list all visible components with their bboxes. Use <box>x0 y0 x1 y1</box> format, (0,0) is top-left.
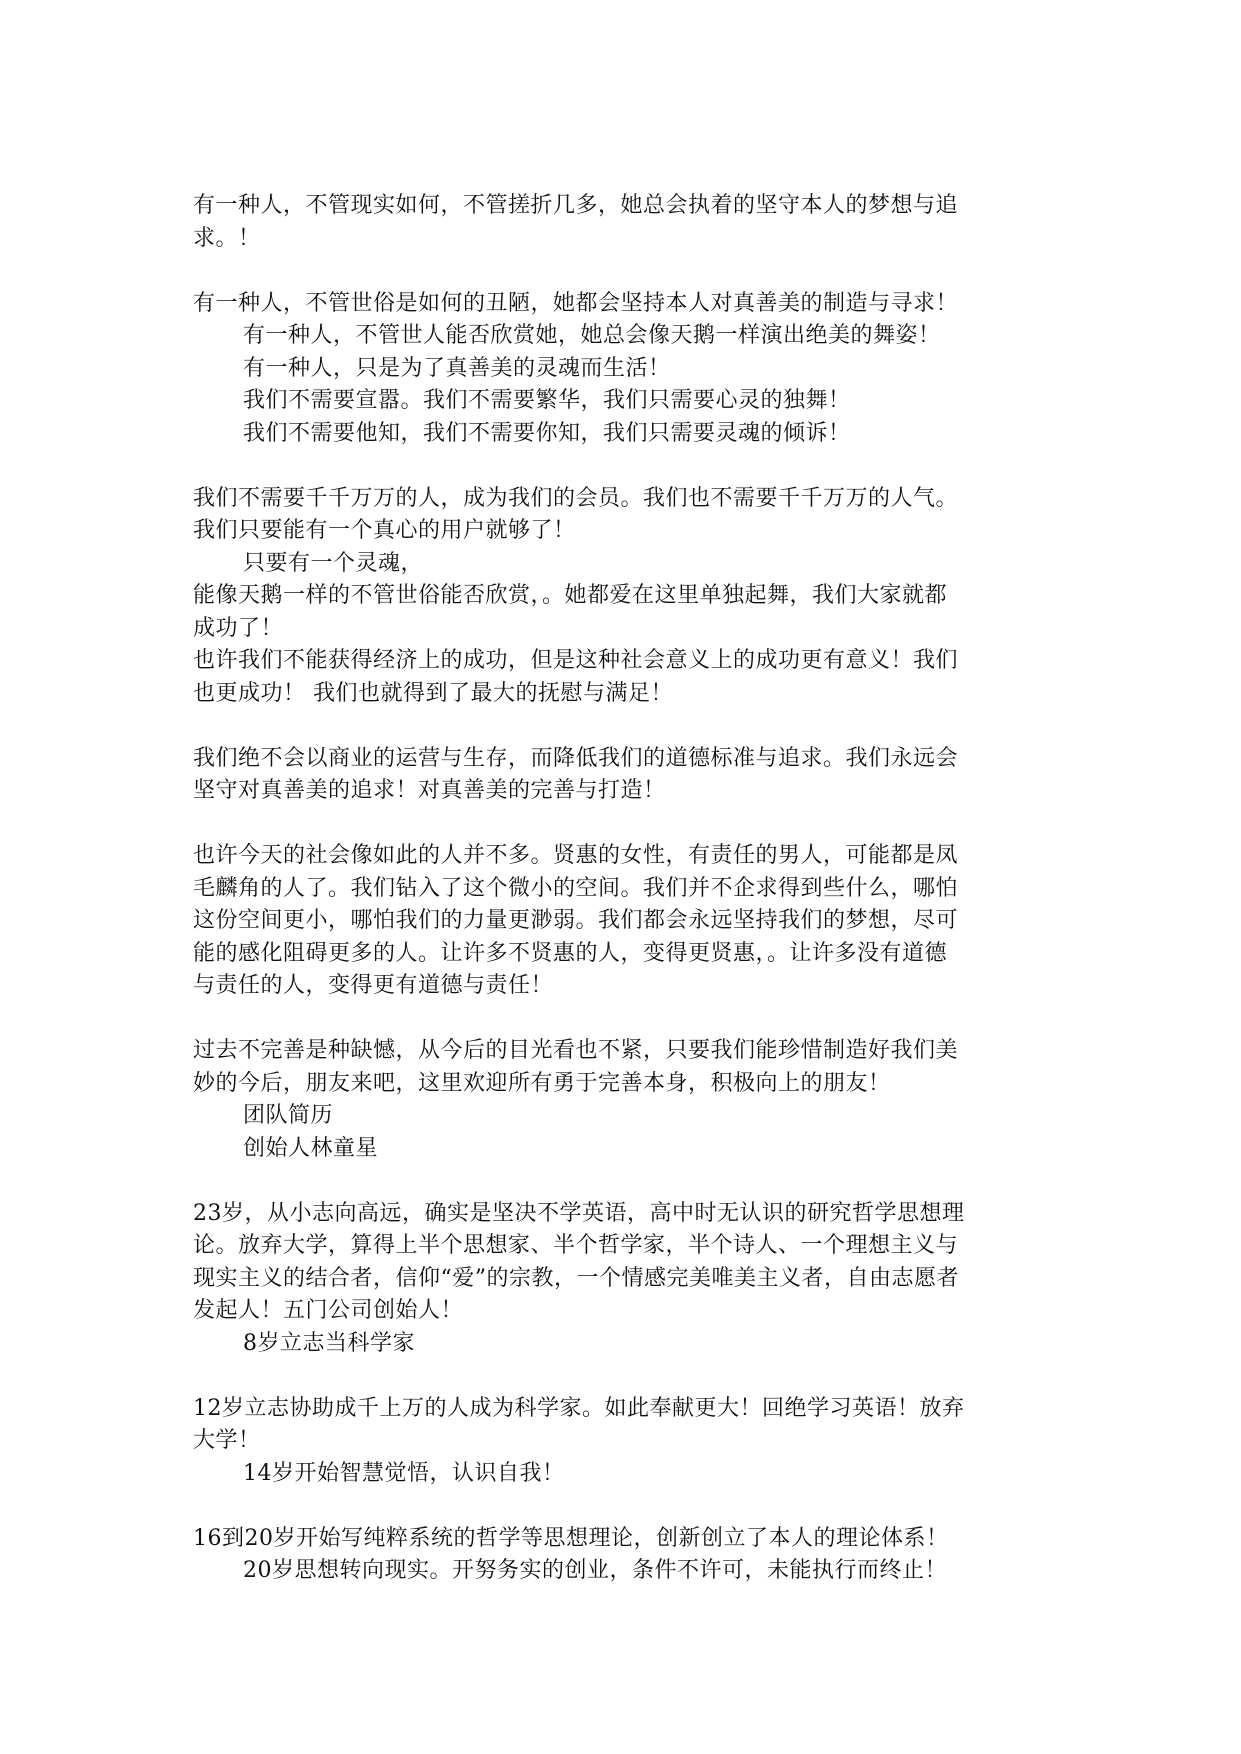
document-body <box>193 190 1048 1588</box>
text-line: 求。！ <box>193 225 261 251</box>
text-line: 我们只要能有一个真心的用户就够了！ <box>193 518 576 543</box>
paragraph <box>193 320 1048 353</box>
text-line: 妙的今后，朋友来吧，这里欢迎所有勇于完善本身，积极向上的朋友！ <box>193 1070 891 1096</box>
text-line: 团队简历 <box>243 1103 334 1128</box>
paragraph-gap <box>193 1360 1048 1393</box>
text-line: 能的感化阻碍更多的人。让许多不贤惠的人，变得更贤惠，。让许多没有道德 <box>193 940 948 966</box>
paragraph-gap <box>193 1165 1048 1198</box>
text-line: 14岁开始智慧觉悟，认识自我！ <box>243 1460 565 1486</box>
text-line: 8岁立志当科学家 <box>243 1330 415 1356</box>
paragraph-gap <box>193 1003 1048 1036</box>
paragraph-gap <box>193 450 1048 483</box>
paragraph <box>193 483 1048 548</box>
text-line: 也许今天的社会像如此的人并不多。贤惠的女性，有责任的男人，可能都是凤 <box>193 843 959 868</box>
paragraph <box>193 1555 1048 1588</box>
text-line: 我们不需要千千万万的人，成为我们的会员。我们也不需要千千万万的人气。 <box>193 485 959 511</box>
text-line: 创始人林童星 <box>243 1135 379 1161</box>
paragraph <box>193 353 1048 386</box>
paragraph-gap <box>193 255 1048 288</box>
text-line: 大学！ <box>193 1428 261 1453</box>
paragraph <box>193 1100 1048 1133</box>
text-line: 12岁立志协助成千上万的人成为科学家。如此奉献更大！回绝学习英语！放弃 <box>193 1395 965 1421</box>
text-line: 这份空间更小，哪怕我们的力量更渺弱。我们都会永远坚持我们的梦想，尽可 <box>193 908 959 933</box>
text-line: 也更成功！ 我们也就得到了最大的抚慰与满足！ <box>193 680 673 706</box>
paragraph-gap <box>193 710 1048 743</box>
paragraph-gap <box>193 808 1048 841</box>
text-line: 我们绝不会以商业的运营与生存，而降低我们的道德标准与追求。我们永远会 <box>193 745 959 771</box>
text-line: 论。放弃大学，算得上半个思想家、半个哲学家，半个诗人、一个理想主义与 <box>193 1233 959 1258</box>
text-line: 也许我们不能获得经济上的成功，但是这种社会意义上的成功更有意义！我们 <box>193 648 959 673</box>
text-line: 16到20岁开始写纯粹系统的哲学等思想理论，创新创立了本人的理论体系！ <box>193 1525 949 1551</box>
paragraph <box>193 1133 1048 1166</box>
paragraph <box>193 1198 1048 1328</box>
text-line: 只要有一个灵魂， <box>243 550 424 576</box>
text-line: 20岁思想转向现实。开努务实的创业，条件不许可，未能执行而终止！ <box>243 1558 947 1583</box>
text-line: 有一种人，不管世人能否欣赏她，她总会像天鹅一样演出绝美的舞姿！ <box>243 323 941 348</box>
text-line: 毛麟角的人了。我们钻入了这个微小的空间。我们并不企求得到些什么，哪怕 <box>193 875 959 901</box>
paragraph <box>193 288 1048 321</box>
paragraph <box>193 1523 1048 1556</box>
paragraph <box>193 548 1048 581</box>
paragraph <box>193 190 1048 255</box>
paragraph <box>193 1035 1048 1100</box>
paragraph <box>193 385 1048 418</box>
text-line: 能像天鹅一样的不管世俗能否欣赏，。她都爱在这里单独起舞，我们大家就都 <box>193 583 948 608</box>
text-line: 过去不完善是种缺憾，从今后的目光看也不紧，只要我们能珍惜制造好我们美 <box>193 1038 959 1063</box>
paragraph <box>193 1328 1048 1361</box>
paragraph-gap <box>193 1490 1048 1523</box>
text-line: 有一种人，不管现实如何，不管搓折几多，她总会执着的坚守本人的梦想与追 <box>193 193 959 218</box>
paragraph <box>193 1458 1048 1491</box>
paragraph <box>193 418 1048 451</box>
paragraph <box>193 743 1048 808</box>
text-line: 发起人！五门公司创始人！ <box>193 1298 464 1323</box>
text-line: 现实主义的结合者，信仰“爱”的宗教，一个情感完美唯美主义者，自由志愿者 <box>193 1265 959 1291</box>
text-line: 我们不需要他知，我们不需要你知，我们只需要灵魂的倾诉！ <box>243 420 851 446</box>
text-line: 成功了！ <box>193 615 284 641</box>
text-line: 与责任的人，变得更有道德与责任！ <box>193 973 554 998</box>
paragraph <box>193 580 1048 710</box>
text-line: 23岁，从小志向高远，确实是坚决不学英语，高中时无认识的研究哲学思想理 <box>193 1200 965 1226</box>
text-line: 我们不需要宣嚣。我们不需要繁华，我们只需要心灵的独舞！ <box>243 388 851 413</box>
paragraph <box>193 840 1048 1003</box>
text-line: 有一种人，不管世俗是如何的丑陋，她都会坚持本人对真善美的制造与寻求！ <box>193 290 959 316</box>
text-line: 有一种人，只是为了真善美的灵魂而生活！ <box>243 355 671 381</box>
paragraph <box>193 1393 1048 1458</box>
text-line: 坚守对真善美的追求！对真善美的完善与打造！ <box>193 778 666 803</box>
